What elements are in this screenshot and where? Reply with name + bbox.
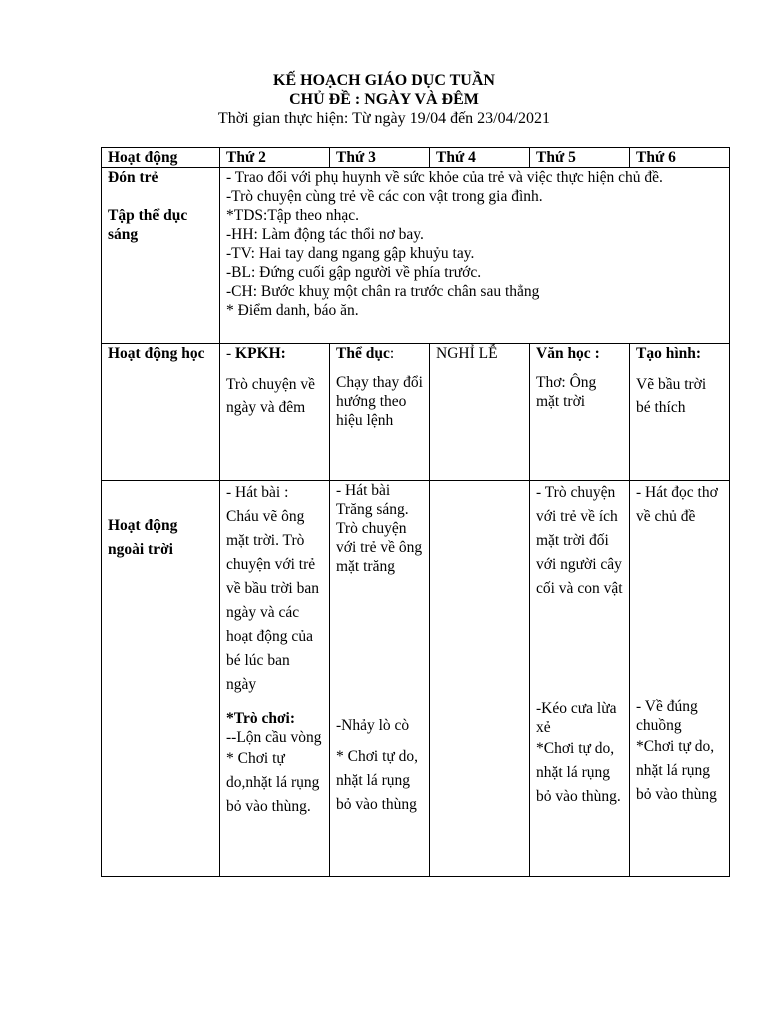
friday-outdoor-text: - Hát đọc thơ về chủ đề bbox=[636, 484, 718, 525]
tuesday-game: -Nhảy lò cò bbox=[336, 717, 410, 734]
friday-subject: Tạo hình: bbox=[636, 345, 702, 362]
outdoor-thursday bbox=[530, 481, 630, 877]
outdoor-friday bbox=[630, 481, 730, 877]
friday-learning-text: Vẽ bầu trời bé thích bbox=[636, 376, 707, 416]
label-morning-exercise: Tập thể dục sáng bbox=[108, 207, 188, 243]
outdoor-wednesday bbox=[430, 481, 530, 877]
header-thursday: Thứ 5 bbox=[530, 148, 630, 168]
table-row-learning bbox=[102, 344, 730, 481]
monday-outdoor-text: - Hát bài : Cháu vẽ ông mặt trời. Trò chuyện với trẻ về bầu trời ban ngày và các hoạt động của bé lúc ban ngày bbox=[226, 484, 319, 693]
tuesday-outdoor-text: - Hát bài Trăng sáng. Trò chuyện với trẻ về ông mặt trăng bbox=[336, 482, 423, 575]
thursday-learning-text: Thơ: Ông mặt trời bbox=[536, 374, 597, 410]
tuesday-colon: : bbox=[389, 345, 395, 362]
morning-line: - Trao đổi với phụ huynh về sức khỏe của trẻ và việc thực hiện chủ đề. bbox=[226, 169, 663, 186]
morning-activities-cell bbox=[220, 168, 730, 344]
label-welcome: Đón trẻ bbox=[108, 169, 159, 186]
thursday-free-play: *Chơi tự do, nhặt lá rụng bỏ vào thùng. bbox=[536, 740, 621, 805]
row-label-outdoor bbox=[102, 481, 220, 877]
learning-tuesday bbox=[330, 344, 430, 481]
learning-wednesday: NGHỈ LỄ bbox=[430, 344, 530, 481]
thursday-subject: Văn học : bbox=[536, 345, 600, 362]
outdoor-tuesday bbox=[330, 481, 430, 877]
row-label-learning: Hoạt động học bbox=[102, 344, 220, 481]
table-row-morning bbox=[102, 168, 730, 344]
morning-line: -HH: Làm động tác thổi nơ bay. bbox=[226, 226, 424, 243]
monday-game: --Lộn cầu vòng bbox=[226, 729, 322, 746]
learning-thursday bbox=[530, 344, 630, 481]
learning-monday bbox=[220, 344, 330, 481]
morning-line: * Điểm danh, báo ăn. bbox=[226, 302, 359, 319]
header-row bbox=[102, 148, 730, 168]
morning-line: -Trò chuyện cùng trẻ về các con vật trong gia đình. bbox=[226, 188, 543, 205]
thursday-outdoor-text: - Trò chuyện với trẻ về ích mặt trời đối với người cây cối và con vật bbox=[536, 484, 623, 597]
outdoor-label: Hoạt động ngoài trời bbox=[108, 517, 178, 558]
tuesday-subject: Thể dục bbox=[336, 345, 390, 362]
monday-free-play: * Chơi tự do,nhặt lá rụng bỏ vào thùng. bbox=[226, 750, 320, 815]
monday-subject: KPKH: bbox=[235, 345, 286, 362]
morning-line: -TV: Hai tay dang ngang gập khuỷu tay. bbox=[226, 245, 475, 262]
morning-line: *TDS:Tập theo nhạc. bbox=[226, 207, 360, 224]
monday-prefix: - bbox=[226, 345, 236, 362]
learning-friday bbox=[630, 344, 730, 481]
header-monday: Thứ 2 bbox=[220, 148, 330, 168]
morning-line: -BL: Đứng cuối gập người về phía trước. bbox=[226, 264, 482, 281]
header-activity: Hoạt động bbox=[102, 148, 220, 168]
row-label-cell bbox=[102, 168, 220, 344]
morning-line: -CH: Bước khuỵ một chân ra trước chân sau thẳng bbox=[226, 283, 540, 300]
friday-game: - Về đúng chuồng bbox=[636, 698, 698, 734]
header-wednesday: Thứ 4 bbox=[430, 148, 530, 168]
table-row-outdoor bbox=[102, 481, 730, 877]
document-title: KẾ HOẠCH GIÁO DỤC TUẦN bbox=[273, 72, 495, 89]
tuesday-learning-text: Chạy thay đổi hướng theo hiệu lệnh bbox=[336, 374, 423, 429]
weekly-plan-table bbox=[101, 147, 730, 877]
header-friday: Thứ 6 bbox=[630, 148, 730, 168]
outdoor-monday bbox=[220, 481, 330, 877]
friday-free-play: *Chơi tự do, nhặt lá rụng bỏ vào thùng bbox=[636, 738, 717, 803]
header-tuesday: Thứ 3 bbox=[330, 148, 430, 168]
time-range: Thời gian thực hiện: Từ ngày 19/04 đến 23/04/2021 bbox=[217, 110, 551, 127]
monday-game-title: *Trò chơi: bbox=[226, 710, 295, 727]
theme-title: CHỦ ĐỀ : NGÀY VÀ ĐÊM bbox=[289, 91, 479, 108]
monday-learning-text: Trò chuyện về ngày và đêm bbox=[226, 376, 315, 416]
thursday-game: -Kéo cưa lừa xẻ bbox=[536, 700, 617, 736]
tuesday-free-play: * Chơi tự do, nhặt lá rụng bỏ vào thùng bbox=[336, 748, 419, 813]
